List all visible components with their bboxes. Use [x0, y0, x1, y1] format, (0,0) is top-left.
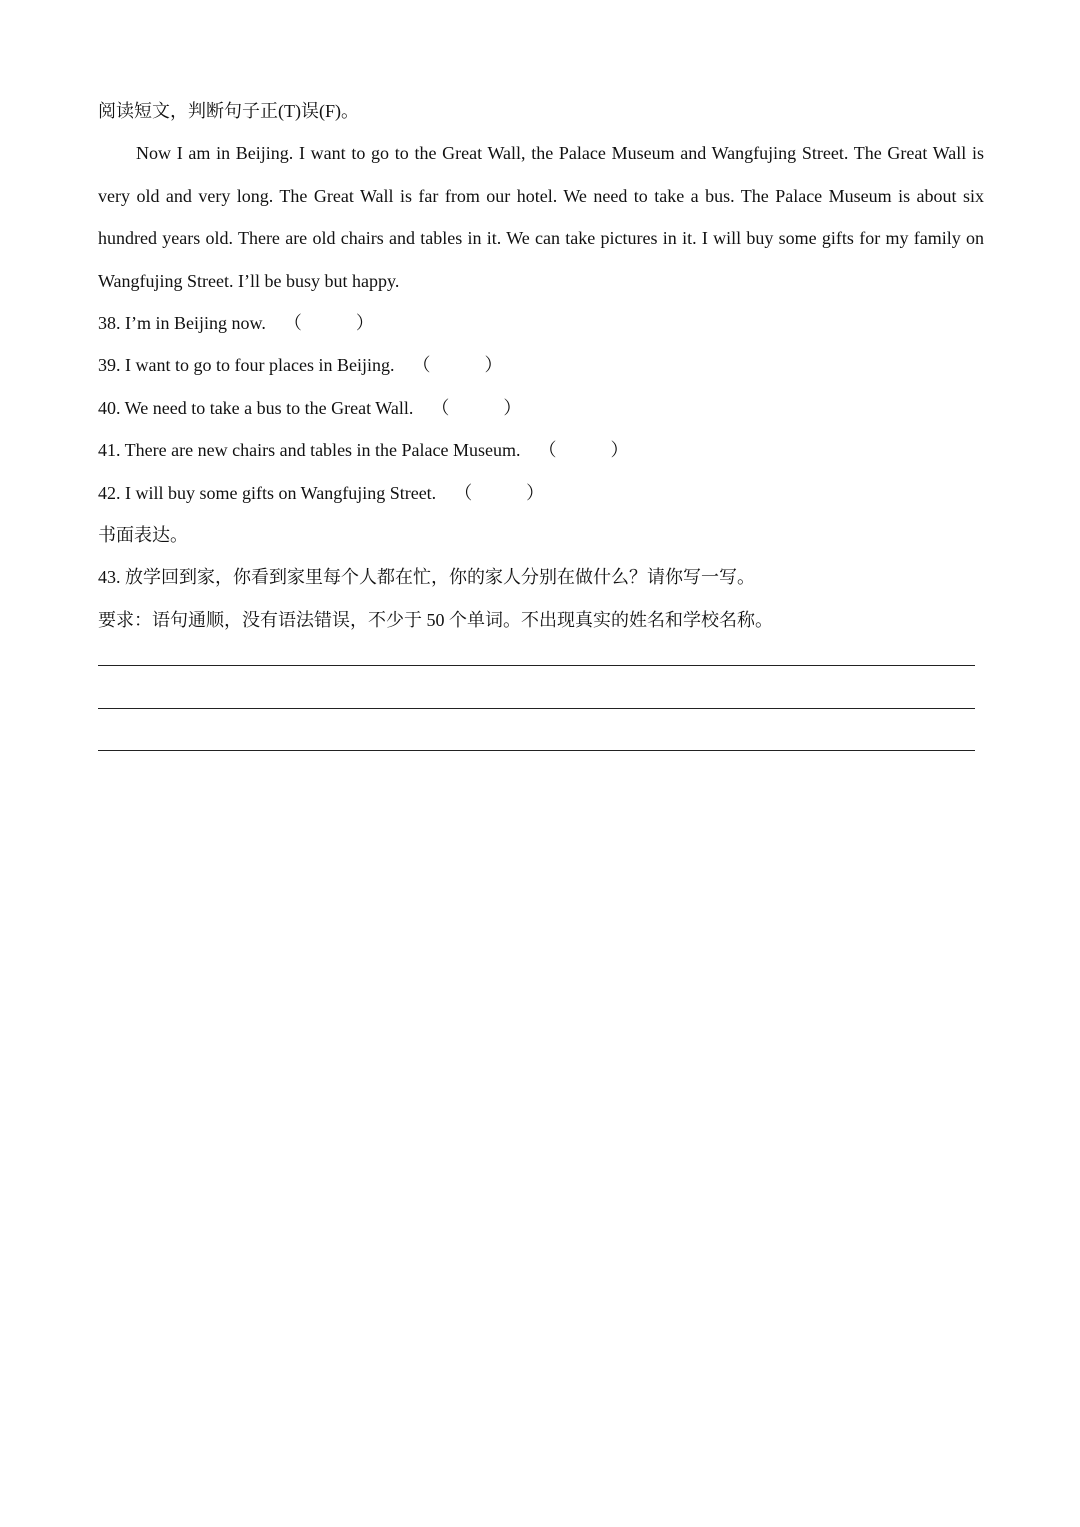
question-text: 39. I want to go to four places in Beijing. — [98, 355, 395, 376]
reading-instruction: 阅读短文，判断句子正(T)误(F)。 — [98, 101, 359, 121]
answer-blank[interactable]: （ ） — [454, 482, 545, 503]
writing-prompt: 43. 放学回到家，你看到家里每个人都在忙，你的家人分别在做什么？请你写一写。 — [98, 567, 755, 588]
writing-requirements: 要求：语句通顺，没有语法错误，不少于 50 个单词。不出现真实的姓名和学校名称。 — [98, 609, 773, 630]
answer-blank[interactable]: （ ） — [538, 440, 629, 461]
question-39 — [98, 344, 984, 386]
question-41 — [98, 429, 984, 471]
writing-answer-area[interactable] — [98, 665, 975, 793]
worksheet-page — [98, 90, 984, 641]
answer-line[interactable] — [98, 750, 975, 751]
question-list — [98, 302, 984, 514]
writing-heading: 书面表达。 — [98, 524, 188, 545]
question-text: 41. There are new chairs and tables in the Palace Museum. — [98, 440, 521, 461]
question-text: 42. I will buy some gifts on Wangfujing Street. — [98, 482, 437, 503]
answer-blank[interactable]: （ ） — [431, 397, 522, 418]
question-38 — [98, 302, 984, 344]
question-40 — [98, 387, 984, 429]
answer-line[interactable] — [98, 708, 975, 709]
question-text: 38. I’m in Beijing now. — [98, 313, 266, 334]
answer-line[interactable] — [98, 665, 975, 666]
reading-passage: Now I am in Beijing. I want to go to the Great Wall, the Palace Museum and Wangfujing Street. The Great Wall is very old and very long. The Great Wall is far from our hotel. We need to take a bus. The Palace Museum is about six hundred years old. There are old chairs and tables in it. We can take pictures in it. I will buy some gifts for my family on Wangfujing Street. I’ll be busy but happy. — [98, 143, 984, 291]
answer-blank[interactable]: （ ） — [283, 313, 374, 334]
question-42 — [98, 472, 984, 514]
answer-blank[interactable]: （ ） — [412, 355, 503, 376]
question-text: 40. We need to take a bus to the Great Wall. — [98, 397, 414, 418]
